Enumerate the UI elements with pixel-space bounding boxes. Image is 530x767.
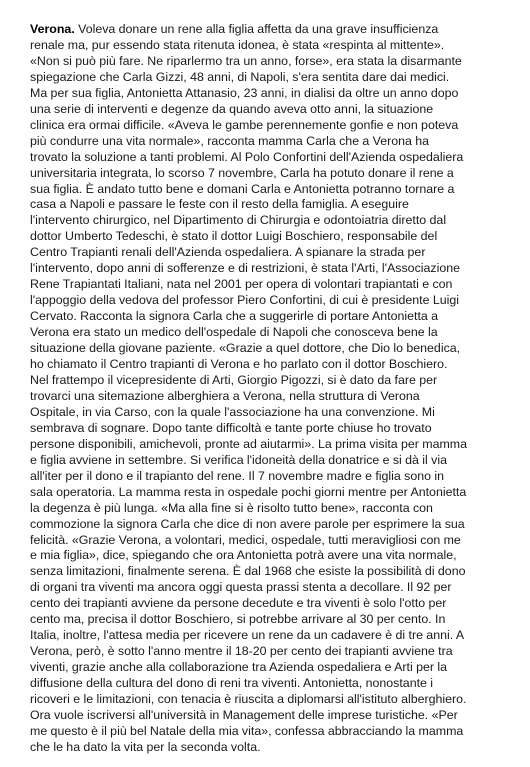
- article-line: che le ha dato la vita per la seconda volta.: [30, 739, 261, 754]
- article-line: sua figlia. È andato tutto bene e domani Carla e Antonietta potranno tornare a: [30, 181, 455, 196]
- article-line: Ora vuole iscriversi all'università in Management delle imprese turistiche. «Per: [30, 707, 458, 722]
- article-line: [30, 22, 506, 38]
- article-line: e figlia avviene in settembre. Si verifica l'idoneità della donatrice e si dà il via: [30, 452, 447, 467]
- article-line: commozione la signora Carla che dice di non avere parole per esprimere la sua: [30, 516, 465, 531]
- article-line: trovato la soluzione a tanti problemi. Al Polo Confortini dell'Azienda ospedaliera: [30, 149, 464, 164]
- article-line: cento ma, precisa il dottor Boschiero, si potrebbe arrivare al 30 per cento. In: [30, 612, 446, 627]
- article-line: all'iter per il dono e il trapianto del rene. Il 7 novembre madre e figlia sono in: [30, 468, 445, 483]
- article-line: Ma per sua figlia, Antonietta Attanasio, 23 anni, in dialisi da oltre un anno dopo: [30, 85, 459, 100]
- article-line: spiegazione che Carla Gizzi, 48 anni, di Napoli, s'era sentita dare dai medici.: [30, 69, 450, 84]
- article-line: «Non si può più fare. Ne riparlermo tra un anno, forse», era stata la disarmante: [30, 53, 462, 68]
- article-line: trovarci una sitemazione alberghiera a Verona, nella struttura di Verona: [30, 388, 420, 403]
- article-line: Cervato. Racconta la signora Carla che a suggerirle di portare Antonietta a: [30, 309, 439, 324]
- article-line: più condurre una vita normale», racconta mamma Carla che a Verona ha: [30, 133, 430, 148]
- article-line: felicità. «Grazie Verona, a volontari, medici, ospedale, tutti meravigliosi con me: [30, 532, 461, 547]
- article-line: me questo è il più bel Natale della mia vita», confessa abbracciando la mamma: [30, 723, 464, 738]
- article-line: ricoveri e le limitazioni, con tenacia è riuscita a diplomarsi all'istituto alberghiero.: [30, 692, 467, 707]
- article-line: l'intervento chirurgico, nel Dipartimento di Chirurgia e odontoiatria diretto dal: [30, 213, 447, 228]
- article-line-text: Voleva donare un rene alla figlia affetta da una grave insufficienza: [74, 22, 439, 36]
- article-line: universitaria integrata, lo scorso 7 novembre, Carla ha potuto donare il rene a: [30, 165, 454, 180]
- article-line: dottor Umberto Tedeschi, è stato il dottor Luigi Boschiero, responsabile del: [30, 229, 438, 244]
- article-line: Verona, però, è sotto l'anno mentre il 18-20 per cento dei trapianti avviene tra: [30, 644, 453, 659]
- article-line: casa a Napoli e passare le feste con il resto della famiglia. A eseguire: [30, 197, 409, 212]
- article-line: persone disponibili, amichevoli, pronte ad aiutarmi». La prima visita per mamma: [30, 436, 468, 451]
- article-line: l'intervento, dopo anni di sofferenze e di restrizioni, è stata l'Arti, l'Associazione: [30, 261, 461, 276]
- article-line: cento dei trapianti avviene da persone decedute e tra viventi è solo l'otto per: [30, 596, 447, 611]
- article-line: Nel frattempo il vicepresidente di Arti, Giorgio Pigozzi, si è dato da fare per: [30, 372, 438, 387]
- article-line: diffusione della cultura del dono di reni tra viventi. Antonietta, nonostante i: [30, 676, 434, 691]
- article-line: clinica era ormai difficile. «Aveva le gambe perennemente gonfie e non poteva: [30, 117, 459, 132]
- article-line: viventi, grazie anche alla collaborazione tra Azienda ospedaliera e Arti per la: [30, 660, 447, 675]
- article-line: l'appoggio della vedova del professor Piero Confortini, di cui è presidente Luigi: [30, 293, 460, 308]
- article-line: la degenza è più lunga. «Ma alla fine si è risolto tutto bene», racconta con: [30, 500, 433, 515]
- article-line: e mia figlia», dice, spiegando che ora Antonietta potrà avere una vita normale,: [30, 548, 457, 563]
- article-line: renale ma, pur essendo stata ritenuta idonea, è stata «respinta al mittente».: [30, 37, 445, 52]
- article-line: di organi tra viventi ma ancora oggi questa prassi stenta a decollare. Il 92 per: [30, 580, 452, 595]
- article-dateline: Verona.: [30, 22, 75, 36]
- article-line: senza limitazioni, finalmente serena. È dal 1968 che esiste la possibilità di dono: [30, 564, 466, 579]
- article-line: Italia, inoltre, l'attesa media per ricevere un rene da un cadavere è di tre anni. A: [30, 628, 465, 643]
- article-line: Ospitale, in via Carso, con la quale l'associazione ha una convenzione. Mi: [30, 404, 435, 419]
- article-line: Verona era stato un medico dell'ospedale di Napoli che conosceva bene la: [30, 325, 438, 340]
- article-line: situazione della giovane paziente. «Grazie a quel dottore, che Dio lo benedica,: [30, 341, 461, 356]
- article-line: ho chiamato il Centro trapianti di Verona e ho parlato con il dottor Boschiero.: [30, 357, 448, 372]
- article-body: [30, 22, 506, 756]
- article-line: Centro Trapianti renali dell'Azienda ospedaliera. A spianare la strada per: [30, 245, 426, 260]
- article-line: Rene Trapiantati Italiani, nata nel 2001 per opera di volontari trapiantati e con: [30, 277, 453, 292]
- article-line: sala operatoria. La mamma resta in ospedale pochi giorni mentre per Antonietta: [30, 484, 467, 499]
- article-line: una serie di interventi e degenze da quando aveva otto anni, la situazione: [30, 101, 434, 116]
- article-line: sembrava di sognare. Dopo tante difficoltà e tante porte chiuse ho trovato: [30, 420, 432, 435]
